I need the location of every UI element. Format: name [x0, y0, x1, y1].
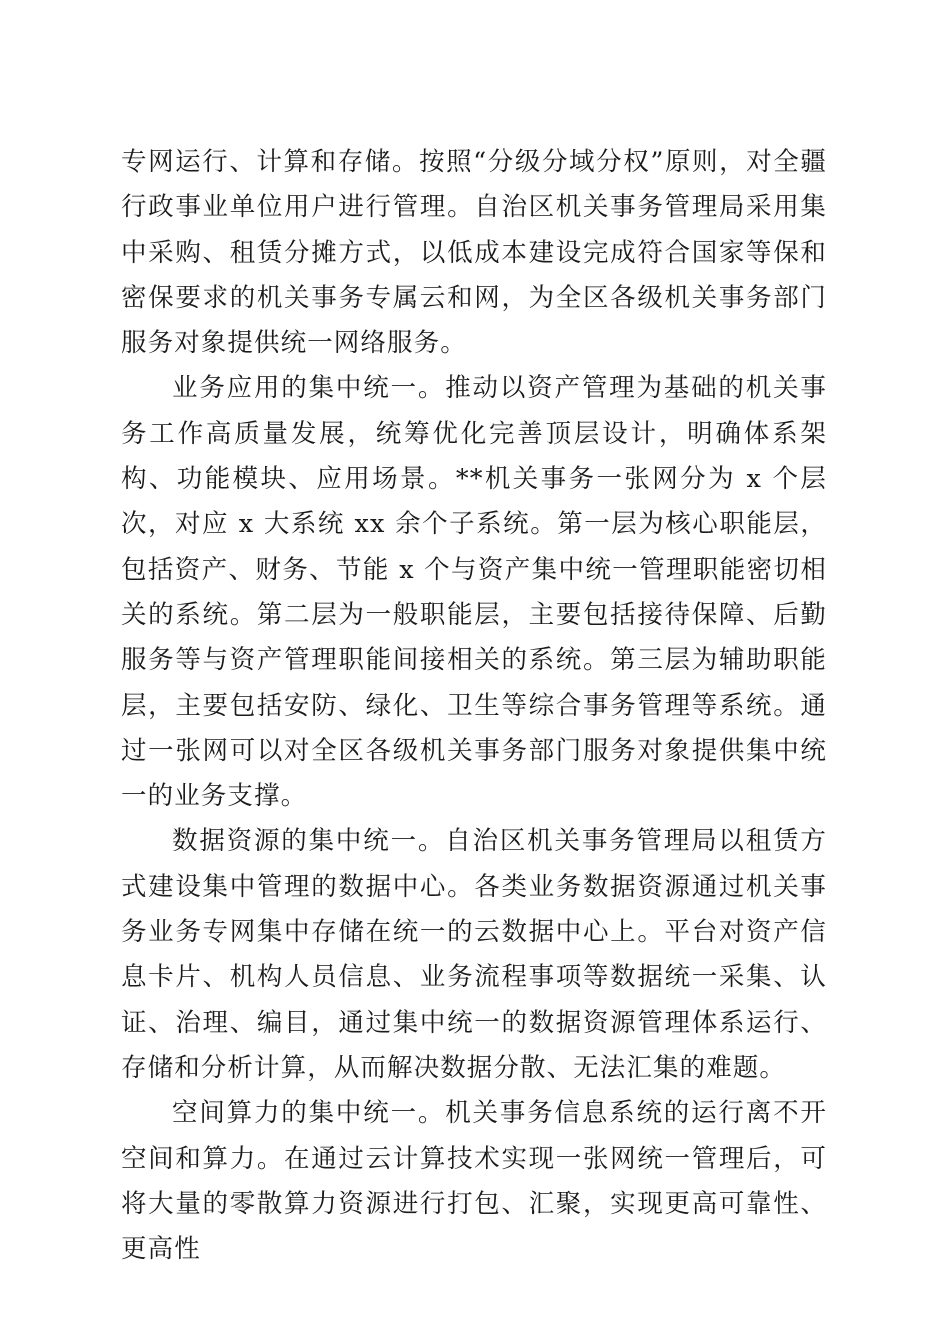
paragraph-business-application: 业务应用的集中统一。推动以资产管理为基础的机关事务工作高质量发展，统筹优化完善顶层设计，明确体系架构、功能模块、应用场景。**机关事务一张网分为 x 个层次，对应 x 大系统 xx 余个子系统。第一层为核心职能层，包括资产、财务、节能 x 个与资产集中统一管理职能密切相关的系统。第二层为一般职能层，主要包括接待保障、后勤服务等与资产管理职能间接相关的系统。第三层为辅助职能层，主要包括安防、绿化、卫生等综合事务管理等系统。通过一张网可以对全区各级机关事务部门服务对象提供集中统一的业务支撑。 — [121, 373, 827, 812]
paragraph-network-continuation: 专网运行、计算和存储。按照“分级分域分权”原则，对全疆行政事业单位用户进行管理。自治区机关事务管理局采用集中采购、租赁分摊方式，以低成本建设完成符合国家等保和密保要求的机关事务专属云和网，为全区各级机关事务部门服务对象提供统一网络服务。 — [121, 147, 827, 359]
document-body — [121, 140, 827, 1272]
paragraph-computing-power: 空间算力的集中统一。机关事务信息系统的运行离不开空间和算力。在通过云计算技术实现一张网统一管理后，可将大量的零散算力资源进行打包、汇聚，实现更高可靠性、更高性 — [121, 1098, 827, 1265]
paragraph-data-resources: 数据资源的集中统一。自治区机关事务管理局以租赁方式建设集中管理的数据中心。各类业务数据资源通过机关事务业务专网集中存储在统一的云数据中心上。平台对资产信息卡片、机构人员信息、业务流程事项等数据统一采集、认证、治理、编目，通过集中统一的数据资源管理体系运行、存储和分析计算，从而解决数据分散、无法汇集的难题。 — [121, 826, 827, 1083]
